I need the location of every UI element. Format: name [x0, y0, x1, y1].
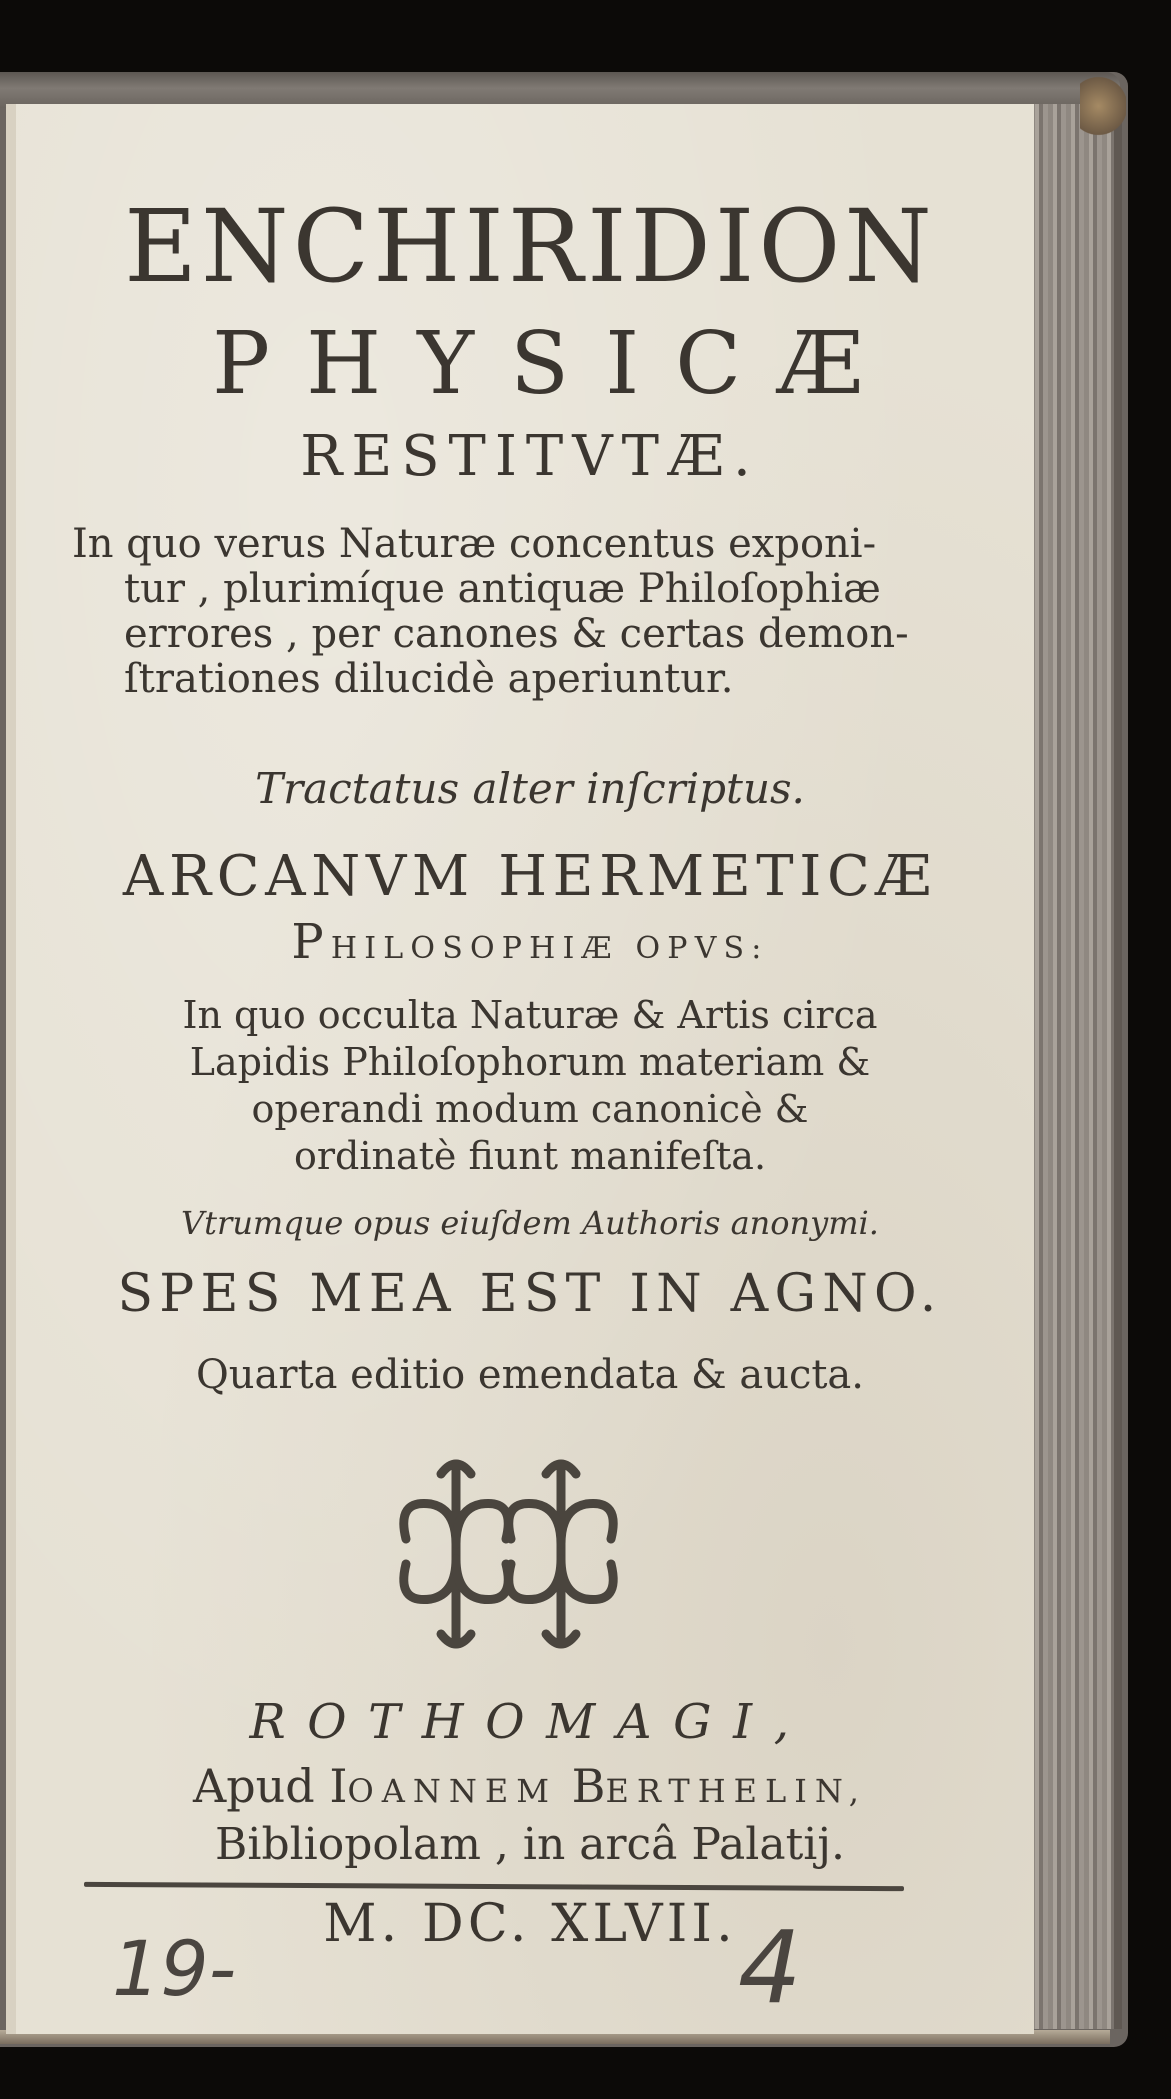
description-1-line: ſtrationes dilucidè aperiuntur. [124, 656, 734, 702]
publisher-last-initial: B [571, 1759, 606, 1813]
edition: Quarta editio emendata & aucta. [196, 1352, 864, 1398]
imprint-location: Bibliopolam , in arcâ Palatij. [215, 1819, 845, 1870]
motto: SPES MEA EST IN AGNO. [117, 1264, 943, 1324]
title-page [6, 104, 1034, 2034]
second-treatise-intro: Tractatus alter inſcriptus. [255, 764, 805, 813]
handwritten-note-left: 19- [112, 1924, 237, 2013]
drop-cap: P [291, 914, 331, 970]
description-1 [72, 522, 952, 702]
imprint-year: M. DC. XLVII. [323, 1894, 737, 1954]
imprint-publisher [16, 1759, 1044, 1813]
second-title-line-1: ARCANVM HERMETICÆ [122, 844, 938, 909]
author-note: Vtrumque opus eiuſdem Authoris anonymi. [181, 1204, 879, 1242]
title-line-2: PHYSICÆ [212, 314, 900, 414]
worn-corner [1080, 76, 1126, 136]
publisher-prefix: Apud I [193, 1759, 348, 1813]
description-2-line: In quo occulta Naturæ & Artis circa [182, 993, 878, 1037]
second-title-line-2 [16, 914, 1044, 970]
publisher-last-name: ERTHELIN, [605, 1772, 867, 1810]
divider-rule [84, 1882, 904, 1891]
description-1-line: tur , plurimíque antiquæ Philoſophiæ [124, 566, 881, 612]
publisher-first-name: OANNEM [347, 1772, 558, 1810]
description-2 [16, 992, 1044, 1180]
description-2-line: operandi modum canonicè & [251, 1087, 809, 1131]
small-caps: HILOSOPHIÆ OPVS: [330, 931, 769, 966]
description-2-line: ordinatè fiunt manifeſta. [293, 1134, 767, 1178]
description-2-line: Lapidis Philoſophorum materiam & [189, 1040, 871, 1084]
title-line-1: ENCHIRIDION [124, 188, 936, 305]
imprint-place: ROTHOMAGI, [249, 1694, 811, 1750]
description-1-line: errores , per canones & certas demon- [124, 611, 909, 657]
description-1-line: In quo verus Naturæ concentus exponi- [72, 521, 877, 567]
fleur-de-lis-ornament-icon [386, 1444, 626, 1664]
book-cover-top-edge [0, 72, 1120, 108]
handwritten-note-right: 4 [738, 1909, 802, 2026]
title-line-3: RESTITVTÆ. [300, 424, 760, 489]
